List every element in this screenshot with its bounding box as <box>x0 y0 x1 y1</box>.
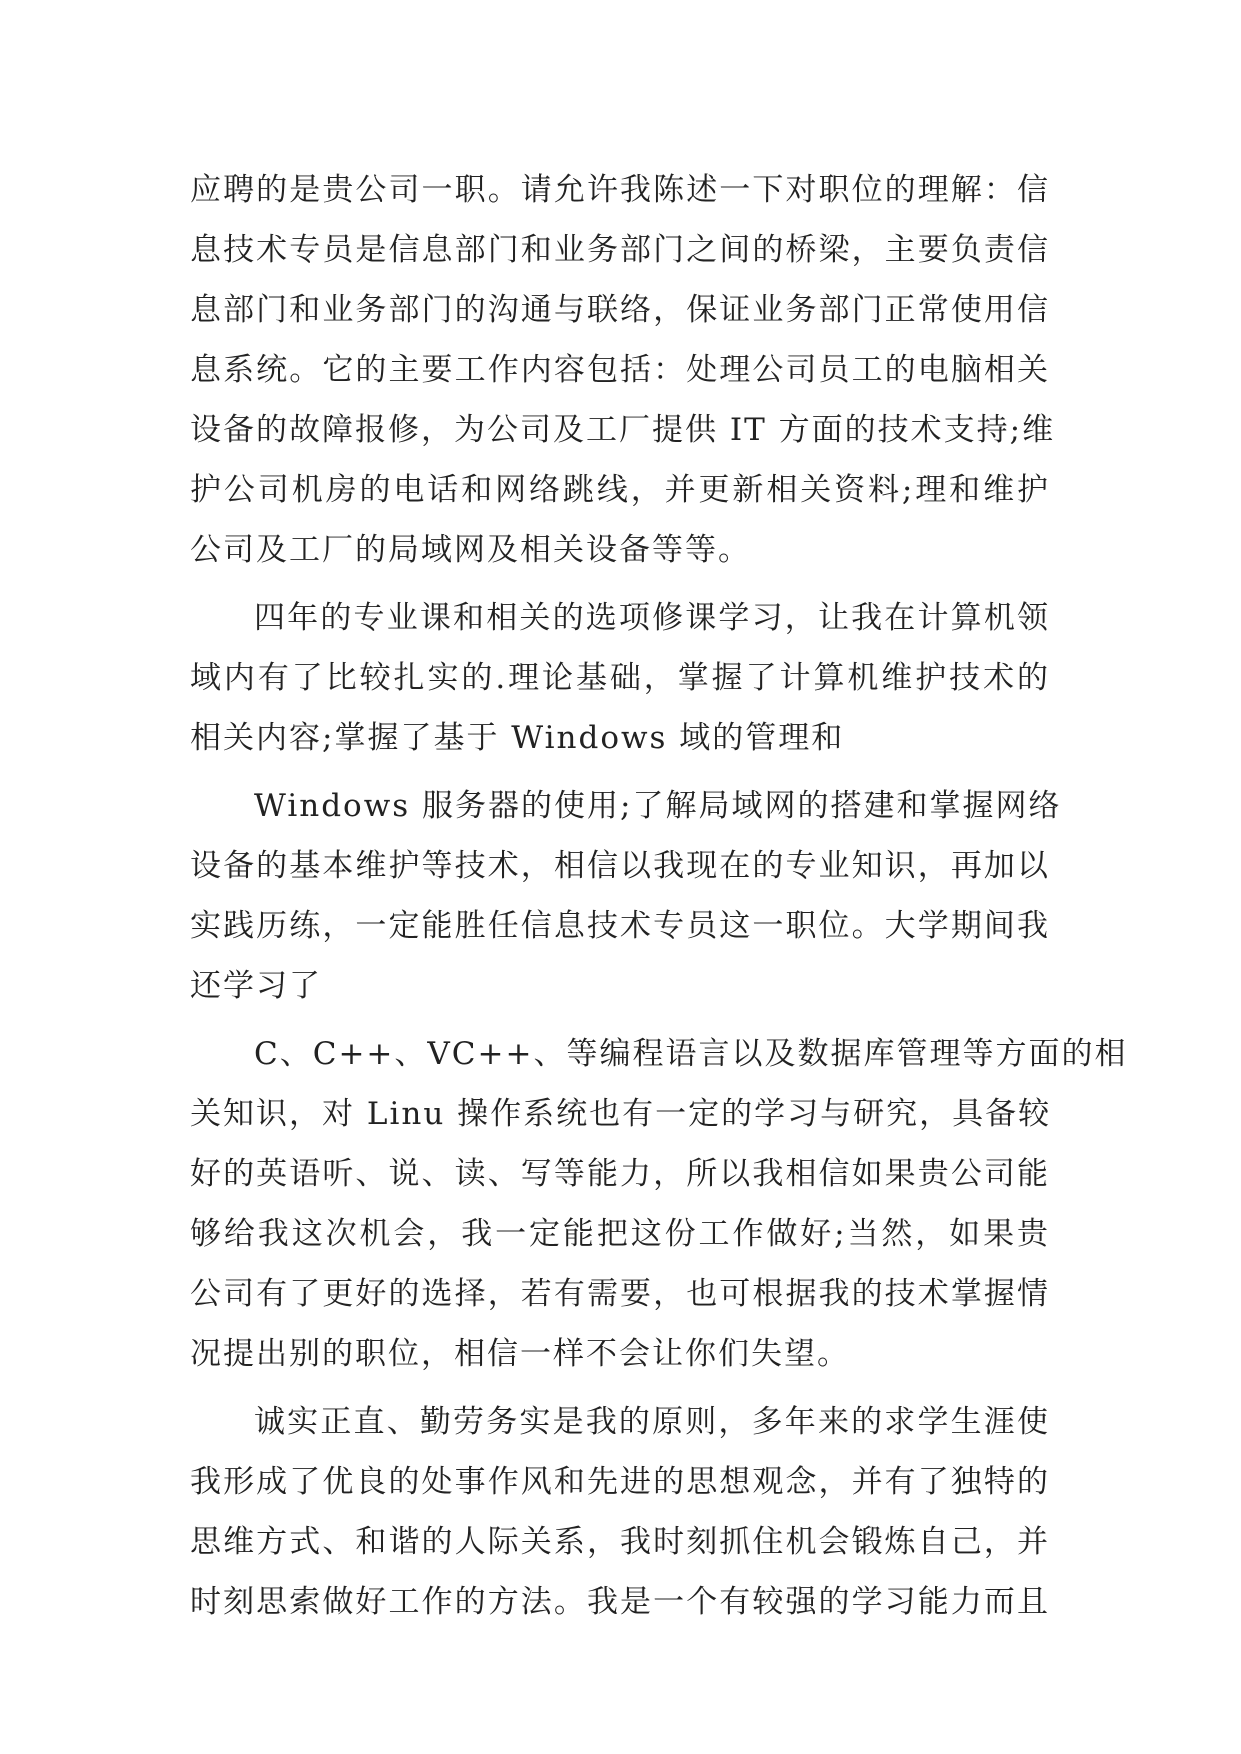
paragraph-3 <box>190 776 1062 1016</box>
paragraph-gap <box>190 1016 1050 1024</box>
text-line: 够给我这次机会，我一定能把这份工作做好;当然，如果贵 <box>190 1216 1050 1252</box>
paragraph-2 <box>190 588 1050 768</box>
text-line: 关知识，对 Linu 操作系统也有一定的学习与研究，具备较 <box>190 1096 1052 1132</box>
paragraph-gap <box>190 1384 1050 1392</box>
paragraph-1 <box>190 160 1056 580</box>
text-line: 公司有了更好的选择，若有需要，也可根据我的技术掌握情 <box>190 1276 1050 1312</box>
text-line: 时刻思索做好工作的方法。我是一个有较强的学习能力而且 <box>190 1584 1050 1620</box>
text-line: 四年的专业课和相关的选项修课学习，让我在计算机领 <box>254 600 1050 636</box>
text-line: 设备的基本维护等技术，相信以我现在的专业知识，再加以 <box>190 848 1050 884</box>
paragraph-gap <box>190 580 1050 588</box>
text-line: 实践历练，一定能胜任信息技术专员这一职位。大学期间我 <box>190 908 1050 944</box>
text-line: 思维方式、和谐的人际关系，我时刻抓住机会锻炼自己，并 <box>190 1524 1050 1560</box>
text-line: 我形成了优良的处事作风和先进的思想观念，并有了独特的 <box>190 1464 1050 1500</box>
text-line: 相关内容;掌握了基于 Windows 域的管理和 <box>190 720 845 756</box>
text-line: 护公司机房的电话和网络跳线，并更新相关资料;理和维护 <box>190 472 1050 508</box>
paragraph-gap <box>190 768 1050 776</box>
text-line: 域内有了比较扎实的.理论基础，掌握了计算机维护技术的 <box>190 660 1050 696</box>
paragraph-5 <box>190 1392 1050 1632</box>
paragraph-4 <box>190 1024 1128 1384</box>
text-line: 设备的故障报修，为公司及工厂提供 IT 方面的技术支持;维 <box>190 412 1056 448</box>
text-line: 还学习了 <box>190 968 322 1004</box>
text-line: 诚实正直、勤劳务实是我的原则，多年来的求学生涯使 <box>254 1404 1050 1440</box>
document-body <box>190 160 1128 1632</box>
text-line: Windows 服务器的使用;了解局域网的搭建和掌握网络 <box>254 788 1062 824</box>
text-line: 息技术专员是信息部门和业务部门之间的桥梁，主要负责信 <box>190 232 1050 268</box>
text-line: C、C++、VC++、等编程语言以及数据库管理等方面的相 <box>254 1036 1128 1072</box>
text-line: 息系统。它的主要工作内容包括：处理公司员工的电脑相关 <box>190 352 1050 388</box>
text-line: 好的英语听、说、读、写等能力，所以我相信如果贵公司能 <box>190 1156 1050 1192</box>
text-line: 公司及工厂的局域网及相关设备等等。 <box>190 532 751 568</box>
text-line: 息部门和业务部门的沟通与联络，保证业务部门正常使用信 <box>190 292 1050 328</box>
text-line: 应聘的是贵公司一职。请允许我陈述一下对职位的理解：信 <box>190 172 1050 208</box>
text-line: 况提出别的职位，相信一样不会让你们失望。 <box>190 1336 850 1372</box>
